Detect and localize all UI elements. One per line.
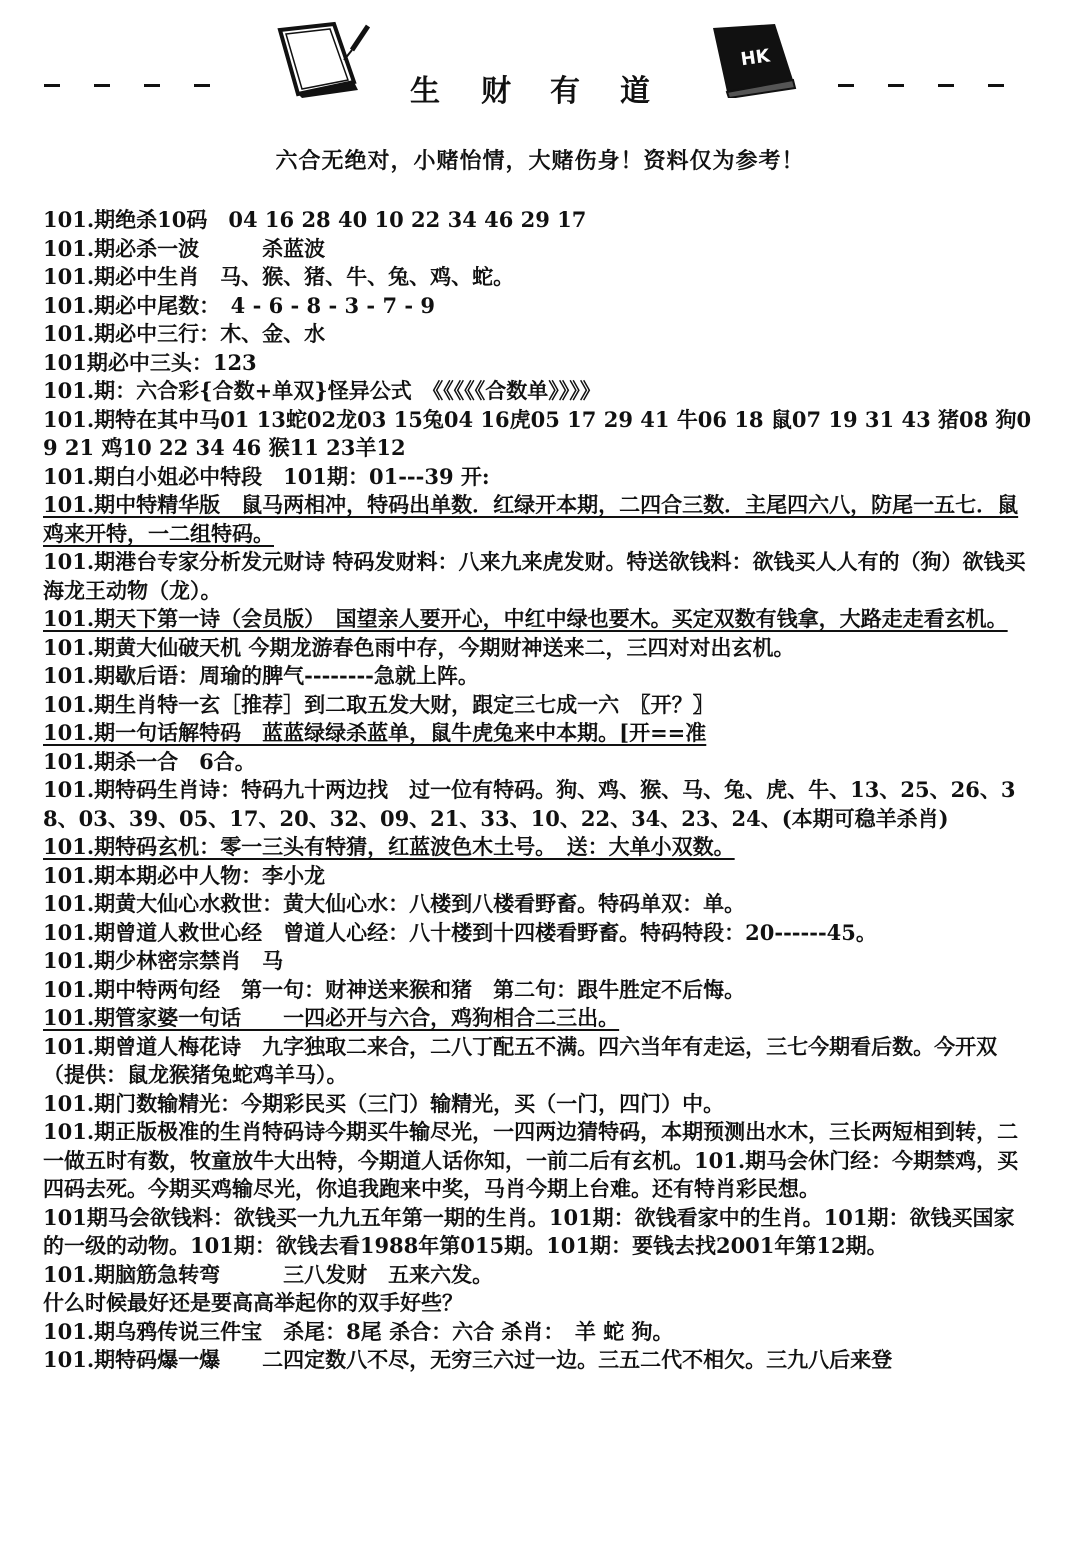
divider-dash — [44, 84, 60, 87]
list-item: 101.期必杀一波 杀蓝波 — [43, 235, 326, 261]
list-item: 101期马会欲钱料：欲钱买一九九五年第一期的生肖。101期：欲钱看家中的生肖。101期：欲钱买国家的一级的动物。101期：欲钱去看1988年第015期。101期：要钱去找2001年第12期。 — [43, 1204, 1015, 1258]
divider-dash — [988, 84, 1004, 87]
divider-dash — [94, 84, 110, 87]
svg-text:HK: HK — [739, 45, 772, 71]
list-item: 101.期歇后语：周瑜的脾气--------急就上阵。 — [43, 663, 479, 688]
divider-dash — [194, 84, 210, 87]
divider-dash — [888, 84, 904, 87]
list-item: 101.期黄大仙破天机 今期龙游春色雨中存，今期财神送来二，三四对对出玄机。 — [43, 634, 795, 660]
disclaimer-subtitle: 六合无绝对，小赌怡情，大赌伤身！资料仅为参考！ — [275, 148, 805, 174]
list-item: 101.期黄大仙心水救世：黄大仙心水：八楼到八楼看野畜。特码单双：单。 — [43, 891, 746, 916]
list-item: 101.期必中生肖 马、猴、猪、牛、兔、鸡、蛇。 — [43, 264, 515, 289]
title-char: 财 — [481, 74, 511, 109]
list-item: 101.期白小姐必中特段 101期：01---39 开: — [43, 463, 490, 489]
list-item: 101.期本期必中人物：李小龙 — [43, 862, 326, 888]
list-item: 101.期生肖特一玄［推荐］到二取五发大财，跟定三七成一六 〖开？〗 — [43, 691, 714, 717]
list-item: 101.期少林密宗禁肖 马 — [43, 948, 284, 973]
list-item: 101.期杀一合 6合。 — [43, 748, 256, 774]
list-item: 101.期中特精华版 鼠马两相冲，特码出单数．红绿开本期，二四合三数．主尾四六八，防尾一五七．鼠鸡来开特，一二组特码。 — [43, 492, 1019, 546]
list-item: 101.期乌鸦传说三件宝 杀尾：8尾 杀合：六合 杀肖： 羊 蛇 狗。 — [43, 1318, 674, 1344]
list-item: 101.期天下第一诗（会员版） 国望亲人要开心，中红中绿也要木。买定双数有钱拿，大路走走看玄机。 — [43, 606, 1008, 631]
list-item: 101.期曾道人梅花诗 九字独取二来合，二八丁配五不满。四六当年有走运，三七今期看后数。今开双（提供：鼠龙猴猪兔蛇鸡羊马）。 — [43, 1033, 998, 1087]
list-item: 101期必中三头：123 — [43, 349, 257, 375]
list-item: 101.期正版极准的生肖特码诗今期买牛输尽光，一四两边猜特码，本期预测出水木，三长两短相到转，二一做五时有数，牧童放牛大出特，今期道人话你知，一前二后有玄机。101.期马会休门经：今期禁鸡，买四码去死。今期买鸡输尽光，你追我跑来中奖，马肖今期上台难。还有特肖彩民想。 — [43, 1119, 1019, 1201]
list-item: 101.期特码生肖诗：特码九十两边找 过一位有特码。狗、鸡、猴、马、兔、虎、牛、13、25、26、38、03、39、05、17、20、32、09、21、33、10、22、34、23、24、(本期可稳羊杀肖) — [43, 777, 1016, 831]
divider-dash — [838, 84, 854, 87]
title-char: 道 — [620, 74, 650, 109]
content-list — [43, 206, 1035, 1375]
list-item: 101.期必中尾数： 4 - 6 - 8 - 3 - 7 - 9 — [43, 292, 436, 318]
list-item: 什么时候最好还是要高高举起你的双手好些？ — [43, 1290, 463, 1315]
list-item: 101.期一句话解特码 蓝蓝绿绿杀蓝单，鼠牛虎兔来中本期。[开==准 — [43, 720, 707, 745]
list-item: 101.期脑筋急转弯 三八发财 五来六发。 — [43, 1261, 494, 1287]
title-char: 生 — [410, 74, 440, 109]
notebook-pen-icon — [272, 20, 372, 98]
list-item: 101.期必中三行：木、金、水 — [43, 321, 326, 346]
list-item: 101.期：六合彩{合数+单双}怪异公式 《《《《《合数单》》》》 — [43, 378, 601, 403]
list-item: 101.期门数输精光：今期彩民买（三门）输精光，买（一门，四门）中。 — [43, 1090, 725, 1116]
book-hk-icon — [705, 22, 797, 98]
list-item: 101.期管家婆一句话 一四必开与六合，鸡狗相合二三出。 — [43, 1005, 620, 1030]
list-item: 101.期港台专家分析发元财诗 特码发财料：八来九来虎发财。特送欲钱料：欲钱买人人有的（狗）欲钱买海龙王动物（龙）。 — [43, 549, 1026, 603]
list-item: 101.期特码爆一爆 二四定数八不尽，无穷三六过一边。三五二代不相欠。三九八后来登 — [43, 1347, 893, 1372]
list-item: 101.期特码玄机：零一三头有特猜，红蓝波色木土号。 送：大单小双数。 — [43, 834, 735, 859]
header — [0, 0, 1080, 130]
list-item: 101.期曾道人救世心经 曾道人心经：八十楼到十四楼看野畜。特码特段：20------45。 — [43, 919, 877, 945]
list-item: 101.期中特两句经 第一句：财神送来猴和猪 第二句：跟牛胜定不后悔。 — [43, 976, 746, 1002]
divider-dash — [144, 84, 160, 87]
title-char: 有 — [550, 74, 580, 109]
divider-dash — [938, 84, 954, 87]
list-item: 101.期绝杀10码 04 16 28 40 10 22 34 46 29 17 — [43, 207, 587, 232]
list-item: 101.期特在其中马01 13蛇02龙03 15兔04 16虎05 17 29 41 牛06 18 鼠07 19 31 43 猪08 狗09 21 鸡10 22 34 46 猴11 23羊12 — [43, 406, 1032, 460]
